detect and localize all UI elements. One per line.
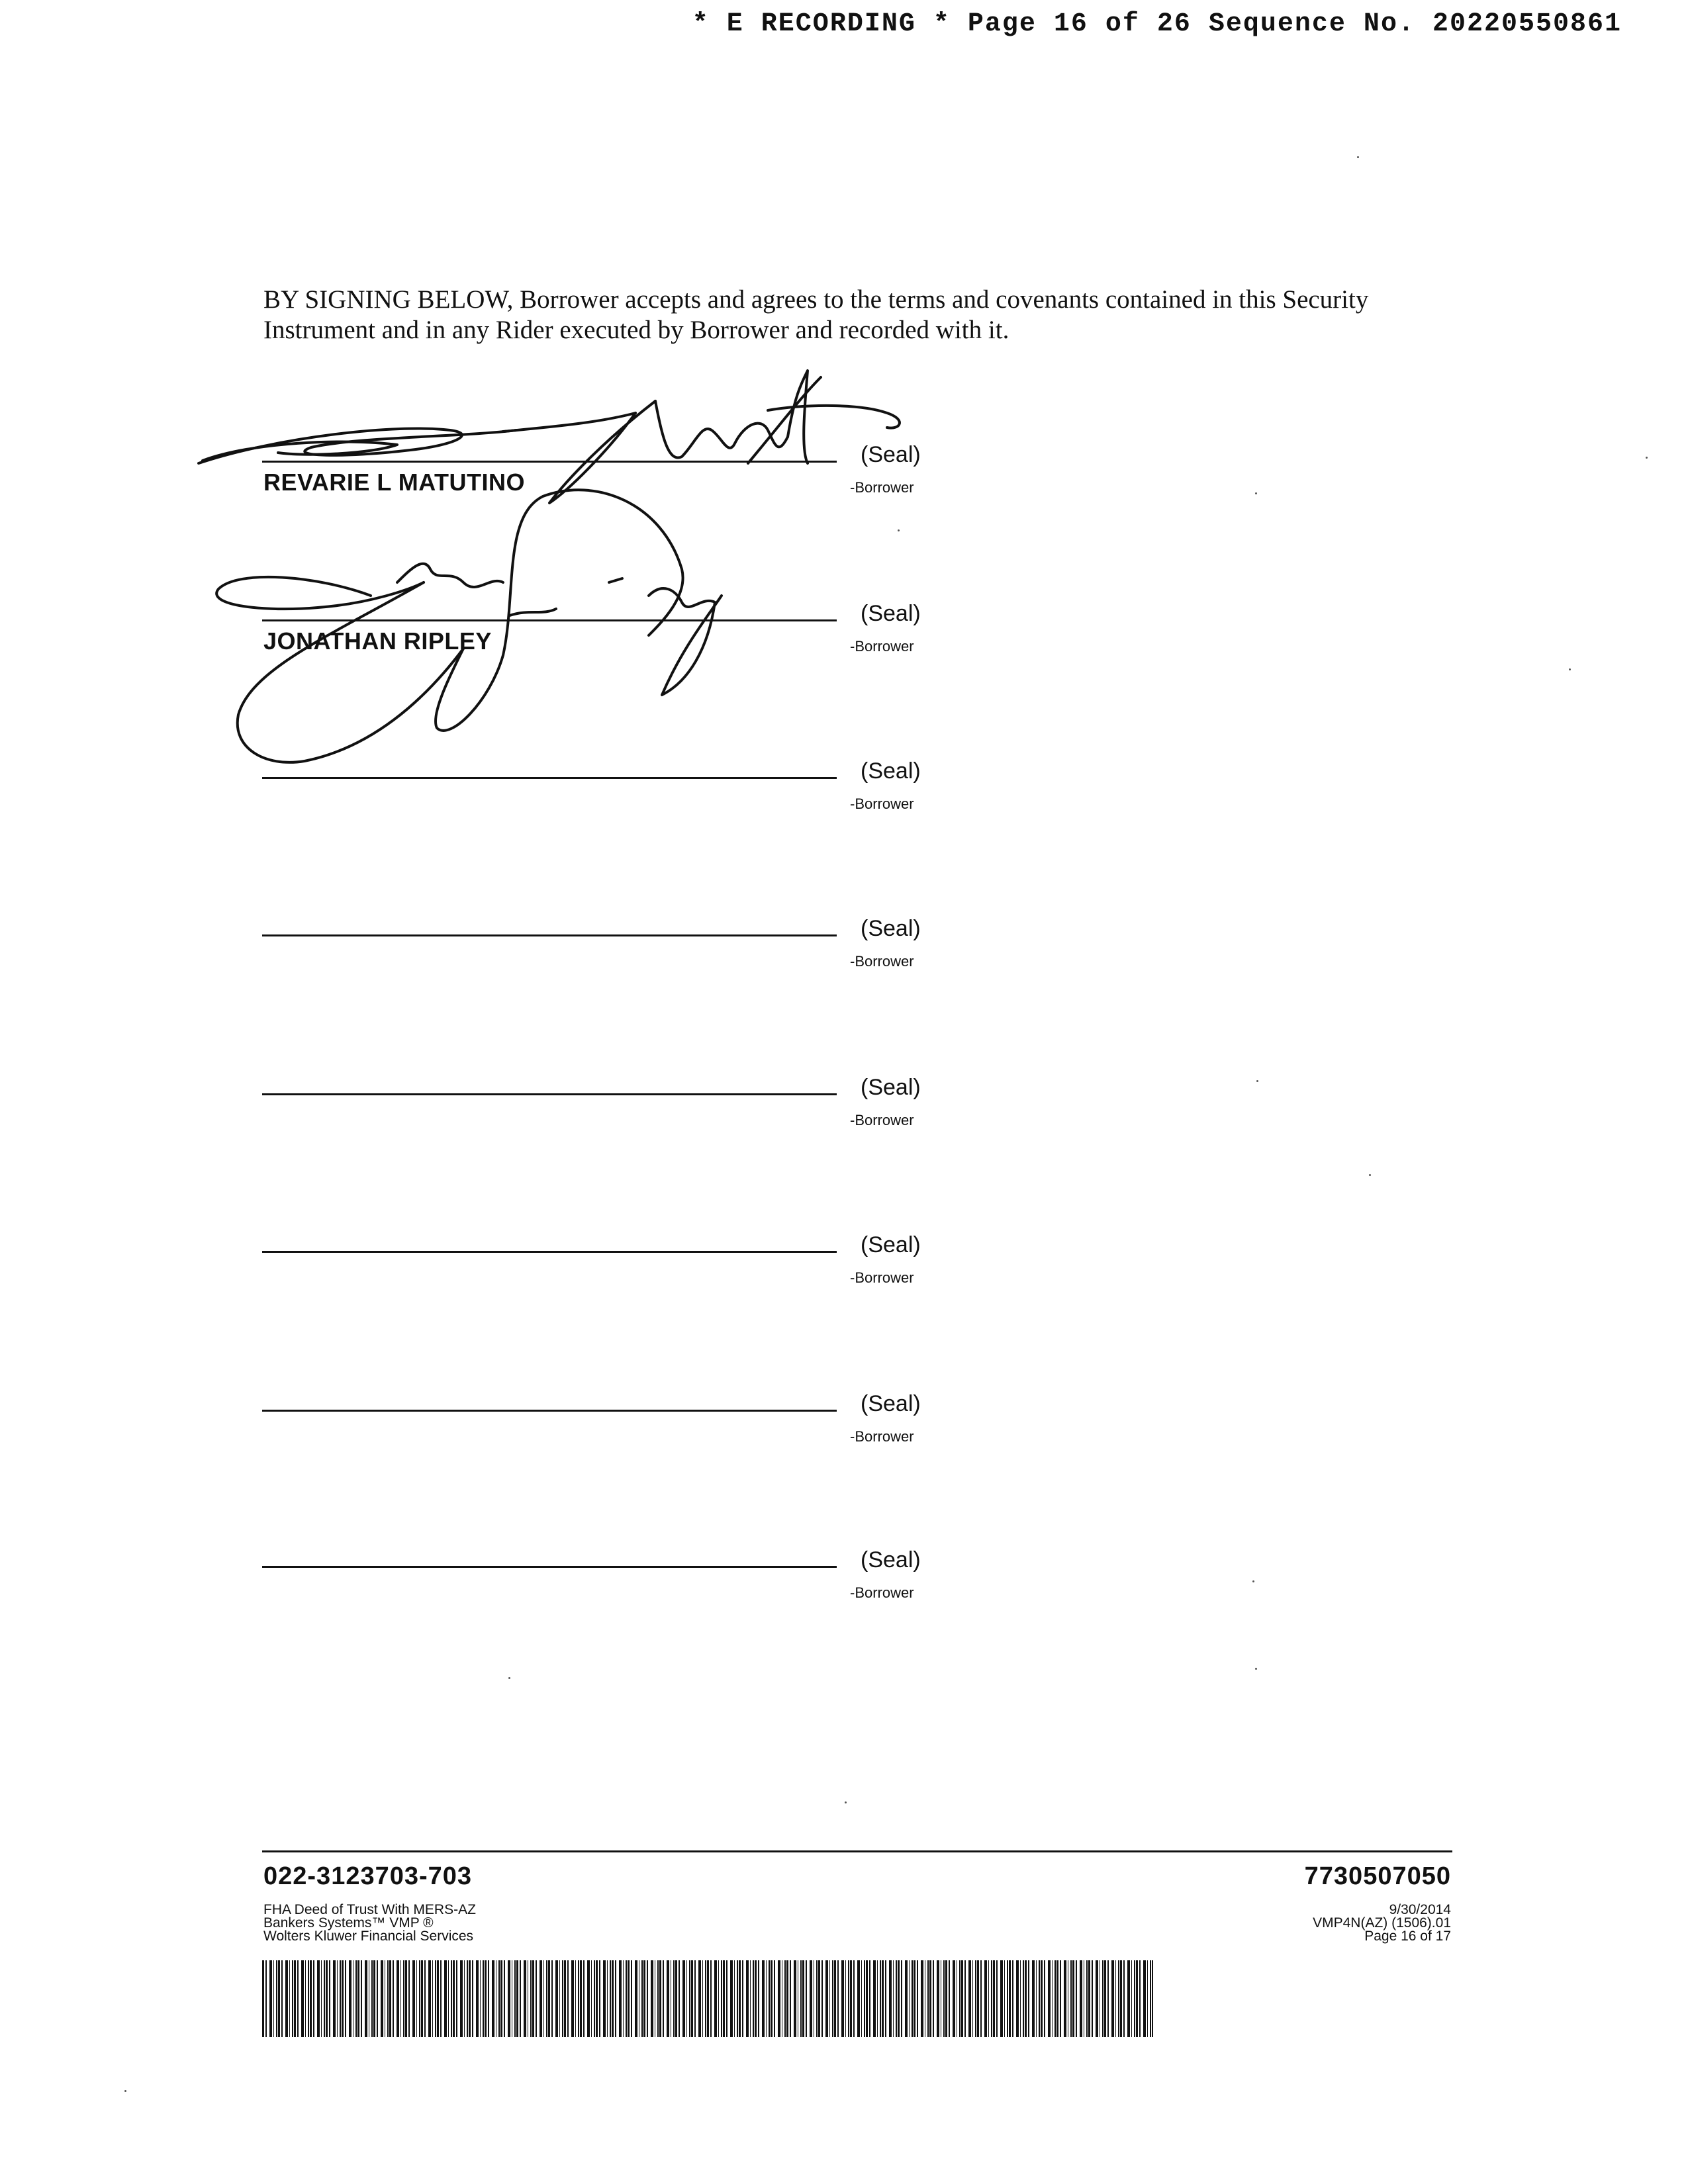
scan-speck — [1255, 1668, 1257, 1670]
signature-block-2 — [262, 584, 924, 655]
scan-speck — [1646, 457, 1648, 459]
scan-speck — [1569, 668, 1571, 670]
borrower-label: -Borrower — [850, 479, 914, 496]
signer-name: JONATHAN RIPLEY — [263, 627, 492, 655]
seal-label: (Seal) — [861, 1547, 921, 1572]
footer-rule — [262, 1850, 1452, 1852]
signature-line — [262, 461, 837, 463]
min-number: 7730507050 — [1304, 1862, 1451, 1890]
form-info — [263, 1903, 476, 1943]
scan-speck — [1357, 156, 1359, 158]
signature-line — [262, 1093, 837, 1095]
seal-label: (Seal) — [861, 1075, 921, 1100]
signer-name: REVARIE L MATUTINO — [263, 469, 525, 496]
scan-speck — [898, 529, 900, 531]
seal-label: (Seal) — [861, 1391, 921, 1416]
signature-line — [262, 1566, 837, 1568]
form-page-number: Page 16 of 17 — [1364, 1929, 1451, 1944]
signing-statement: BY SIGNING BELOW, Borrower accepts and agrees to the terms and covenants contained in this Security Instrument and in any Rider executed by Borrower and recorded with it. — [263, 285, 1369, 344]
scan-speck — [124, 2090, 126, 2092]
scan-speck — [1256, 1080, 1258, 1082]
borrower-label: -Borrower — [850, 1428, 914, 1445]
form-line-3: Wolters Kluwer Financial Services — [263, 1929, 474, 1944]
signature-line — [262, 1410, 837, 1412]
signature-block-7 — [262, 1374, 924, 1445]
signature-block-3 — [262, 741, 924, 812]
signature-block-6 — [262, 1215, 924, 1286]
signature-line — [262, 777, 837, 779]
borrower-label: -Borrower — [850, 638, 914, 655]
signature-block-5 — [262, 1058, 924, 1128]
scan-speck — [1252, 1580, 1254, 1582]
form-meta — [1313, 1903, 1451, 1943]
scan-speck — [845, 1801, 847, 1803]
borrower-label: -Borrower — [850, 1112, 914, 1128]
form-line-2: Bankers Systems™ VMP ® — [263, 1915, 434, 1931]
loan-number: 022-3123703-703 — [263, 1862, 473, 1890]
signature-block-1 — [262, 425, 924, 496]
seal-label: (Seal) — [861, 601, 921, 626]
signature-block-8 — [262, 1530, 924, 1601]
seal-label: (Seal) — [861, 758, 921, 784]
seal-label: (Seal) — [861, 1232, 921, 1257]
form-date: 9/30/2014 — [1389, 1902, 1451, 1917]
signature-line — [262, 934, 837, 936]
signature-block-4 — [262, 899, 924, 970]
scan-speck — [1255, 492, 1257, 494]
borrower-label: -Borrower — [850, 1269, 914, 1286]
borrower-label: -Borrower — [850, 953, 914, 970]
form-code: VMP4N(AZ) (1506).01 — [1313, 1915, 1451, 1931]
scan-speck — [1369, 1174, 1371, 1176]
recording-header: * E RECORDING * Page 16 of 26 Sequence No. 20220550861 — [692, 9, 1622, 39]
scan-speck — [508, 1677, 510, 1679]
signature-line — [262, 1251, 837, 1253]
barcode — [262, 1960, 1153, 2037]
seal-label: (Seal) — [861, 916, 921, 941]
form-line-1: FHA Deed of Trust With MERS-AZ — [263, 1902, 476, 1917]
borrower-label: -Borrower — [850, 796, 914, 812]
signature-line — [262, 619, 837, 621]
borrower-label: -Borrower — [850, 1584, 914, 1601]
seal-label: (Seal) — [861, 442, 921, 467]
